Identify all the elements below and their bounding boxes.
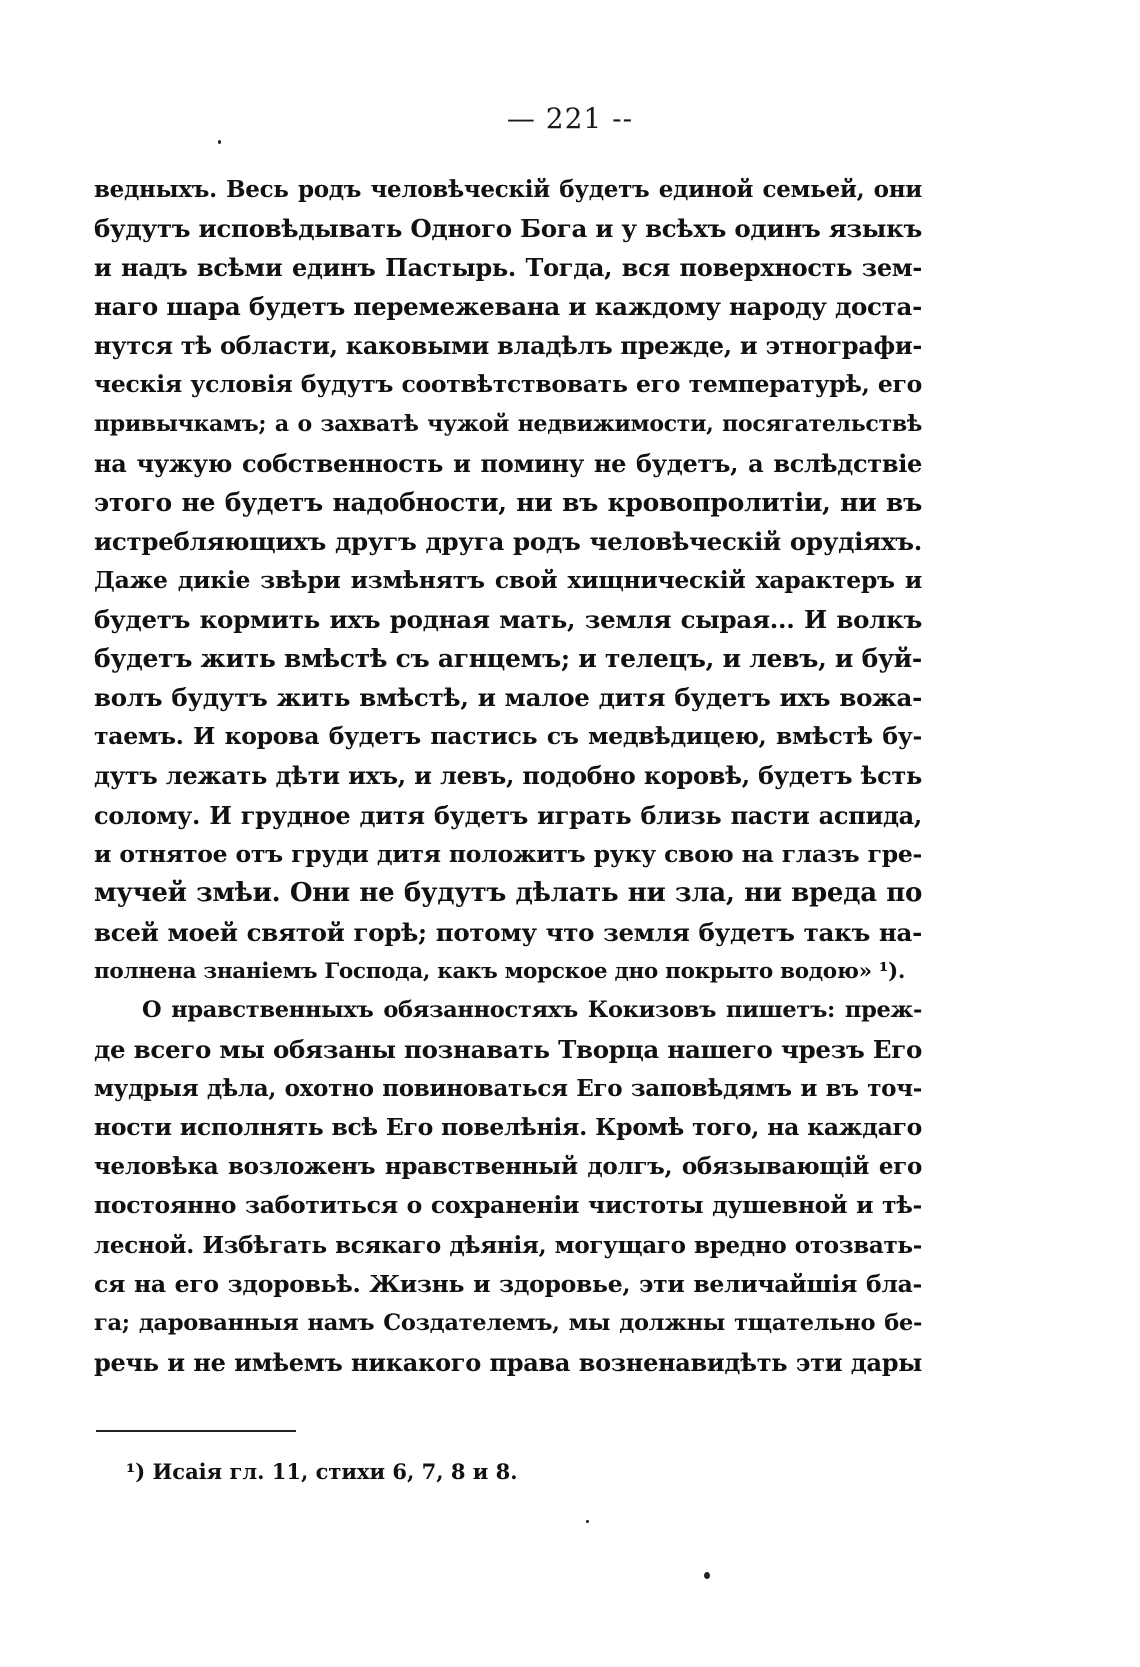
text-line: этого не будетъ надобности, ни въ кровопролитіи, ни въ (94, 487, 922, 517)
text-line: всей моей святой горѣ; потому что земля будетъ такъ на- (94, 917, 922, 947)
text-line: волъ будутъ жить вмѣстѣ, и малое дитя будетъ ихъ вожа- (94, 683, 922, 713)
text-line: будутъ исповѣдывать Одного Бога и у всѣхъ одинъ языкъ (94, 214, 922, 244)
text-line: постоянно заботиться о сохраненіи чистоты душевной и тѣ- (94, 1191, 922, 1220)
text-line: мудрыя дѣла, охотно повиноваться Его заповѣдямъ и въ точ- (94, 1075, 922, 1103)
footnote: ¹) Исаія гл. 11, стихи 6, 7, 8 и 8. (126, 1459, 518, 1484)
text-line: дутъ лежать дѣти ихъ, и левъ, подобно коровѣ, будетъ ѣсть (94, 761, 922, 791)
text-line: лесной. Избѣгать всякаго дѣянія, могущаго вредно отозвать- (94, 1231, 922, 1259)
text-line: и отнятое отъ груди дитя положитъ руку свою на глазъ гре- (94, 839, 922, 868)
text-line: ведныхъ. Весь родъ человѣческій будетъ единой семьей, они (94, 176, 922, 203)
text-line: нутся тѣ области, каковыми владѣлъ прежде, и этнографи- (94, 331, 922, 361)
print-speck (218, 140, 221, 144)
text-line: ся на его здоровьѣ. Жизнь и здоровье, эти величайшія бла- (94, 1269, 922, 1298)
text-line: и надъ всѣми единъ Пастырь. Тогда, вся поверхность зем- (94, 253, 922, 283)
text-line: Даже дикіе звѣри измѣнятъ свой хищническій характеръ и (94, 565, 922, 594)
text-line: га; дарованныя намъ Создателемъ, мы должны тщательно бе- (94, 1309, 922, 1336)
print-speck (704, 1572, 710, 1579)
text-line: полнена знаніемъ Господа, какъ морское дно покрыто водою» ¹). (94, 958, 906, 984)
text-line: человѣка возложенъ нравственный долгъ, обязывающій его (94, 1153, 922, 1181)
text-line: будетъ жить вмѣстѣ съ агнцемъ; и телецъ, и левъ, и буй- (94, 644, 922, 674)
text-line: истребляющихъ другъ друга родъ человѣческій орудіяхъ. (94, 526, 922, 556)
text-line: солому. И грудное дитя будетъ играть близь пасти аспида, (94, 800, 922, 830)
body-text (94, 170, 922, 1382)
text-line: будетъ кормить ихъ родная мать, земля сырая... И волкъ (94, 605, 922, 635)
print-speck (586, 1520, 589, 1523)
text-line: де всего мы обязаны познавать Творца нашего чрезъ Его (94, 1035, 922, 1065)
text-line: О нравственныхъ обязанностяхъ Кокизовъ пишетъ: преж- (142, 996, 922, 1023)
text-line: привычкамъ; а о захватѣ чужой недвижимости, посягательствѣ (94, 410, 922, 437)
text-line: речь и не имѣемъ никакого права возненавидѣть эти дары (94, 1347, 922, 1377)
footnote-rule (96, 1430, 296, 1432)
paragraph-1 (94, 170, 922, 991)
text-line: ности исполнять всѣ Его повелѣнія. Кромѣ того, на каждаго (94, 1113, 922, 1142)
text-line: на чужую собственность и помину не будетъ, а вслѣдствіе (94, 448, 922, 478)
text-line: наго шара будетъ перемежевана и каждому народу доста- (94, 292, 922, 322)
page-number: — 221 -- (506, 102, 634, 135)
text-line: ческія условія будутъ соотвѣтствовать его температурѣ, его (94, 370, 922, 399)
paragraph-2 (94, 991, 922, 1382)
text-line: таемъ. И корова будетъ пастись съ медвѣдицею, вмѣстѣ бу- (94, 722, 922, 751)
text-line: мучей змѣи. Они не будутъ дѣлать ни зла, ни вреда по (94, 877, 922, 908)
